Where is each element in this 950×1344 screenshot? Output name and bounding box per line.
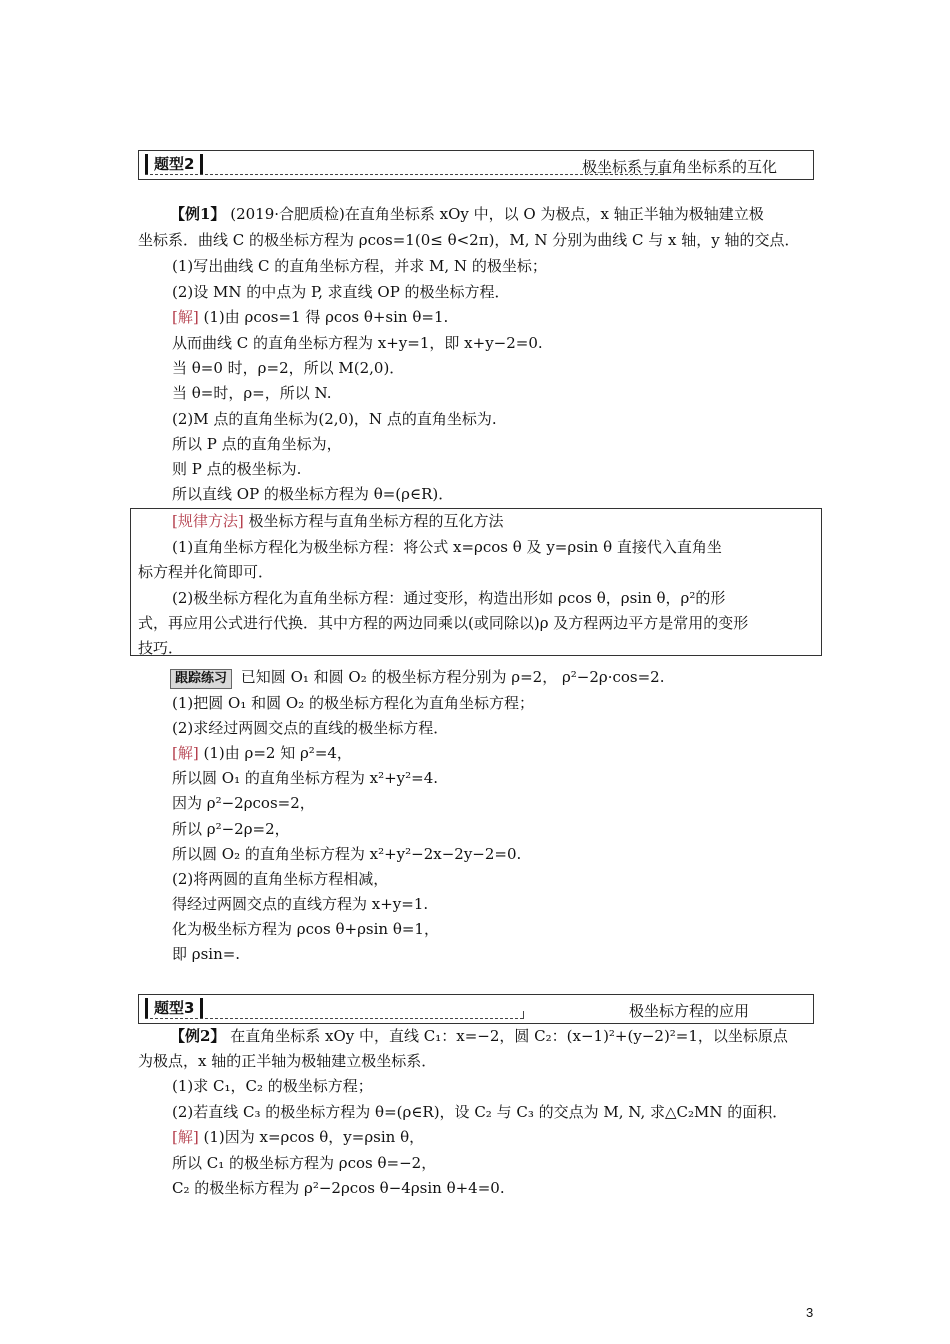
section-title: 极坐标系与直角坐标系的互化 xyxy=(581,158,777,176)
section-tag: 题型3 xyxy=(145,998,203,1018)
solution-label: [解] xyxy=(172,744,199,762)
example-2-line-2: 为极点，x 轴的正半轴为极轴建立极坐标系． xyxy=(138,1052,437,1070)
practice-solution-line-4: 所以 ρ²−2ρ=2， xyxy=(172,820,290,838)
solution-1-line-2: 从而曲线 C 的直角坐标方程为 x+y=1，即 x+y−2=0. xyxy=(172,334,543,352)
method-line-2: 标方程并化简即可． xyxy=(138,563,274,581)
practice-solution-line-5: 所以圆 O₂ 的直角坐标方程为 x²+y²−2x−2y−2=0. xyxy=(172,845,522,863)
example-2-line-3: (1)求 C₁，C₂ 的极坐标方程； xyxy=(172,1077,373,1095)
practice-solution-line-8: 化为极坐标方程为 ρcos θ+ρsin θ=1， xyxy=(172,920,439,938)
section-title: 极坐标方程的应用 xyxy=(628,1002,749,1020)
example-1-line-2: 坐标系．曲线 C 的极坐标方程为 ρcos=1(0≤ θ<2π)，M, N 分别为曲线 C 与 x 轴，y 轴的交点． xyxy=(138,231,800,249)
solution-2-line-1: [解] (1)因为 x=ρcos θ，y=ρsin θ， xyxy=(172,1128,425,1146)
example-2-line-1: 【例2】 在直角坐标系 xOy 中，直线 C₁：x=−2，圆 C₂：(x−1)²+(y−2)²=1，以坐标原点 xyxy=(170,1027,788,1045)
practice-solution-line-9: 即 ρsin=. xyxy=(172,945,241,963)
method-title: 极坐标方程与直角坐标方程的互化方法 xyxy=(248,512,504,530)
practice-solution-line-2: 所以圆 O₁ 的直角坐标方程为 x²+y²=4. xyxy=(172,769,439,787)
method-line-5: 技巧． xyxy=(138,639,184,657)
method-title-line xyxy=(172,510,504,532)
practice-tag: 跟踪练习 xyxy=(170,669,232,689)
practice-solution-line-3: 因为 ρ²−2ρcos=2， xyxy=(172,794,315,812)
practice-solution-line-1: [解] (1)由 ρ=2 知 ρ²=4， xyxy=(172,744,352,762)
header-divider-end xyxy=(523,1011,524,1019)
method-line-4: 式，再应用公式进行代换．其中方程的两边同乘以(或同除以)ρ 及方程两边平方是常用的变形 xyxy=(138,614,749,632)
solution-1-line-8: 所以直线 OP 的极坐标方程为 θ=(ρ∈R)． xyxy=(172,485,454,503)
solution-1-line-7: 则 P 点的极坐标为. xyxy=(172,460,302,478)
solution-1-line-1: [解] (1)由 ρcos=1 得 ρcos θ+sin θ=1. xyxy=(172,308,449,326)
section-header-2 xyxy=(138,150,814,180)
page-number: 3 xyxy=(806,1305,814,1320)
solution-1-line-4: 当 θ=时，ρ=，所以 N. xyxy=(172,384,332,402)
practice-line-3: (2)求经过两圆交点的直线的极坐标方程． xyxy=(172,719,449,737)
solution-2-line-3: C₂ 的极坐标方程为 ρ²−2ρcos θ−4ρsin θ+4=0. xyxy=(172,1179,505,1197)
header-divider xyxy=(145,1018,523,1019)
method-line-1: (1)直角坐标方程化为极坐标方程：将公式 x=ρcos θ 及 y=ρsin θ 直接代入直角坐 xyxy=(172,538,722,556)
example-2-line-4: (2)若直线 C₃ 的极坐标方程为 θ=(ρ∈R)，设 C₂ 与 C₃ 的交点为 M, N, 求△C₂MN 的面积． xyxy=(172,1103,788,1121)
solution-label: [解] xyxy=(172,1128,199,1146)
section-header-3 xyxy=(138,994,814,1024)
solution-1-line-3: 当 θ=0 时，ρ=2，所以 M(2,0)． xyxy=(172,359,405,377)
solution-1-line-6: 所以 P 点的直角坐标为， xyxy=(172,435,342,453)
practice-solution-line-6: (2)将两圆的直角坐标方程相减， xyxy=(172,870,389,888)
practice-line-1: 跟踪练习 已知圆 O₁ 和圆 O₂ 的极坐标方程分别为 ρ=2， ρ²−2ρ·cos=2. xyxy=(170,666,665,689)
section-tag: 题型2 xyxy=(145,154,203,174)
example-1-line-4: (2)设 MN 的中点为 P, 求直线 OP 的极坐标方程． xyxy=(172,283,510,301)
example-1-line-1: 【例1】 (2019·合肥质检)在直角坐标系 xOy 中，以 O 为极点，x 轴正半轴为极轴建立极 xyxy=(170,205,764,223)
example-1-line-3: (1)写出曲线 C 的直角坐标方程，并求 M, N 的极坐标； xyxy=(172,257,547,275)
solution-2-line-2: 所以 C₁ 的极坐标方程为 ρcos θ=−2， xyxy=(172,1154,437,1172)
method-label: [规律方法] xyxy=(172,512,244,530)
solution-label: [解] xyxy=(172,308,199,326)
practice-solution-line-7: 得经过两圆交点的直线方程为 x+y=1. xyxy=(172,895,429,913)
solution-1-line-5: (2)M 点的直角坐标为(2,0)，N 点的直角坐标为. xyxy=(172,410,497,428)
example-label: 【例2】 xyxy=(170,1027,226,1045)
method-line-3: (2)极坐标方程化为直角坐标方程：通过变形，构造出形如 ρcos θ，ρsin θ，ρ²的形 xyxy=(172,589,726,607)
practice-line-2: (1)把圆 O₁ 和圆 O₂ 的极坐标方程化为直角坐标方程； xyxy=(172,694,534,712)
example-label: 【例1】 xyxy=(170,205,226,223)
